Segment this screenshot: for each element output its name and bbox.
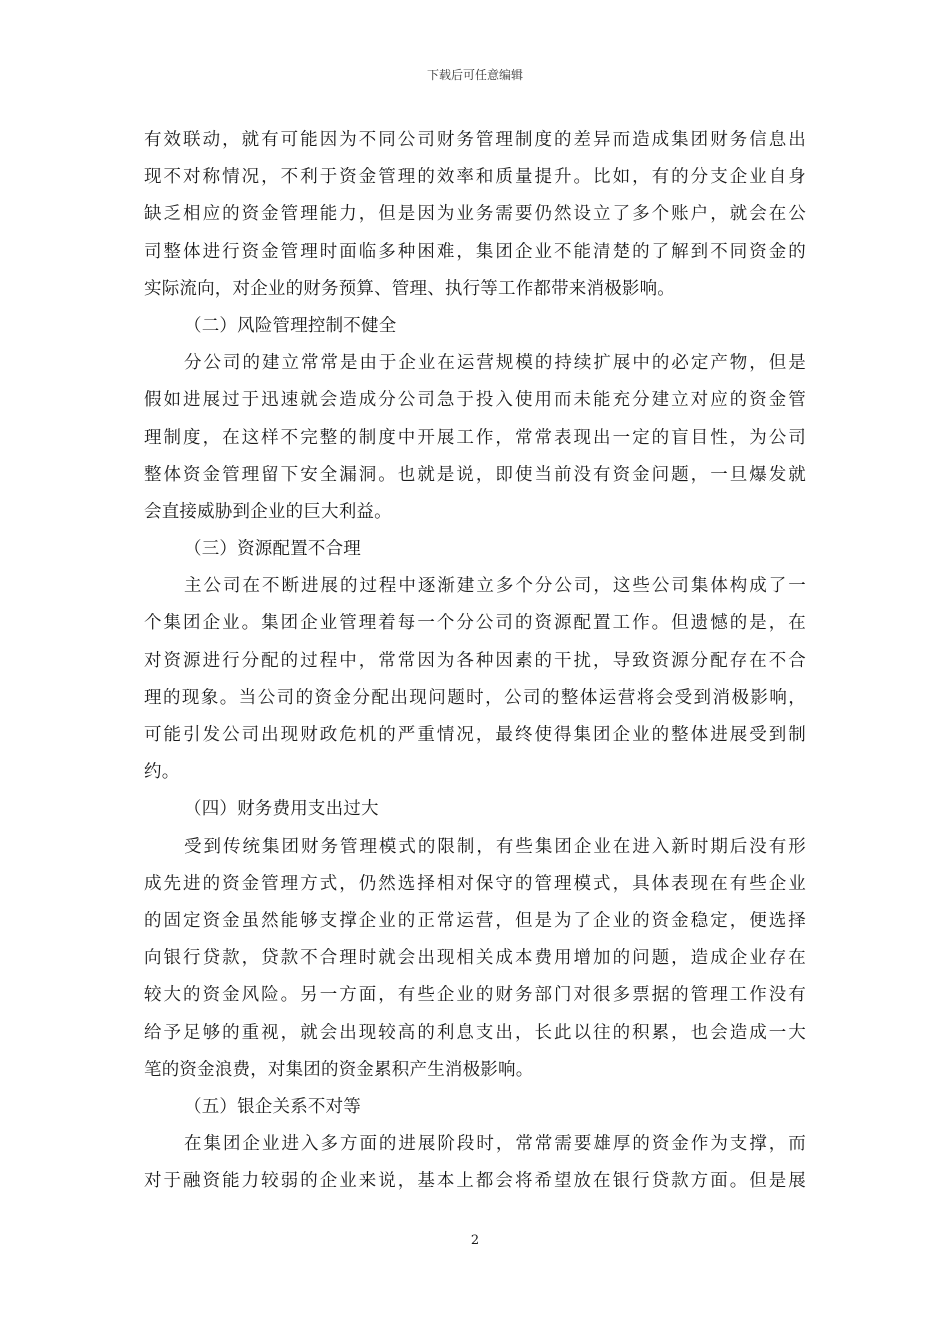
page-number: 2 [470,1233,480,1248]
paragraph-line: 可能引发公司出现财政危机的严重情况，最终使得集团企业的整体进展受到制 [144,725,806,745]
paragraph-line: 给予足够的重视，就会出现较高的利息支出，长此以往的积累，也会造成一大 [144,1022,806,1043]
paragraph-line: 个集团企业。集团企业管理着每一个分公司的资源配置工作。但遗憾的是，在 [144,613,806,634]
paragraph-first-line: 主公司在不断进展的过程中逐渐建立多个分公司，这些公司集体构成了一 [184,576,806,597]
paragraph-first-line: 分公司的建立常常是由于企业在运营规模的持续扩展中的必定产物，但是 [184,353,806,374]
document-body [144,122,806,1200]
paragraph-line: 缺乏相应的资金管理能力，但是因为业务需要仍然设立了多个账户，就会在公 [144,204,806,225]
paragraph-line: 较大的资金风险。另一方面，有些企业的财务部门对很多票据的管理工作没有 [144,985,806,1006]
paragraph-line: 理的现象。当公司的资金分配出现问题时，公司的整体运营将会受到消极影响， [144,687,806,708]
paragraph-line: 有效联动，就有可能因为不同公司财务管理制度的差异而造成集团财务信息出 [144,130,806,150]
paragraph-first-line: 在集团企业进入多方面的进展阶段时，常常需要雄厚的资金作为支撑，而 [184,1134,806,1155]
paragraph-line: 成先进的资金管理方式，仍然选择相对保守的管理模式，具体表现在有些企业 [144,873,806,894]
paragraph-first-line: 受到传统集团财务管理模式的限制，有些集团企业在进入新时期后没有形 [184,836,806,857]
paragraph-line: 理制度，在这样不完整的制度中开展工作，常常表现出一定的盲目性，为公司 [144,427,806,448]
paragraph-line: 对于融资能力较弱的企业来说，基本上都会将希望放在银行贷款方面。但是展 [144,1171,806,1192]
paragraph-line: 假如进展过于迅速就会造成分公司急于投入使用而未能充分建立对应的资金管 [144,390,806,411]
page-header: 下载后可任意编辑 [426,68,523,82]
paragraph-last-line: 约。 [144,762,180,783]
paragraph-line: 向银行贷款，贷款不合理时就会出现相关成本费用增加的问题，造成企业存在 [144,948,806,969]
paragraph-line: 对资源进行分配的过程中，常常因为各种因素的干扰，导致资源分配存在不合 [144,650,806,671]
section-heading: （三）资源配置不合理 [184,539,361,560]
paragraph-line: 整体资金管理留下安全漏洞。也就是说，即使当前没有资金问题，一旦爆发就 [144,464,806,485]
section-heading: （二）风险管理控制不健全 [184,315,397,336]
section-heading: （五）银企关系不对等 [184,1096,361,1117]
section-heading: （四）财务费用支出过大 [184,799,379,820]
paragraph-line: 司整体进行资金管理时面临多种困难，集团企业不能清楚的了解到不同资金的 [144,241,806,262]
paragraph-line: 现不对称情况，不利于资金管理的效率和质量提升。比如，有的分支企业自身 [144,167,806,188]
paragraph-last-line: 实际流向，对企业的财务预算、管理、执行等工作都带来消极影响。 [144,278,675,299]
paragraph-line: 的固定资金虽然能够支撑企业的正常运营，但是为了企业的资金稳定，便选择 [144,910,806,931]
paragraph-last-line: 会直接威胁到企业的巨大利益。 [144,501,392,522]
paragraph-last-line: 笔的资金浪费，对集团的资金累积产生消极影响。 [144,1059,534,1080]
